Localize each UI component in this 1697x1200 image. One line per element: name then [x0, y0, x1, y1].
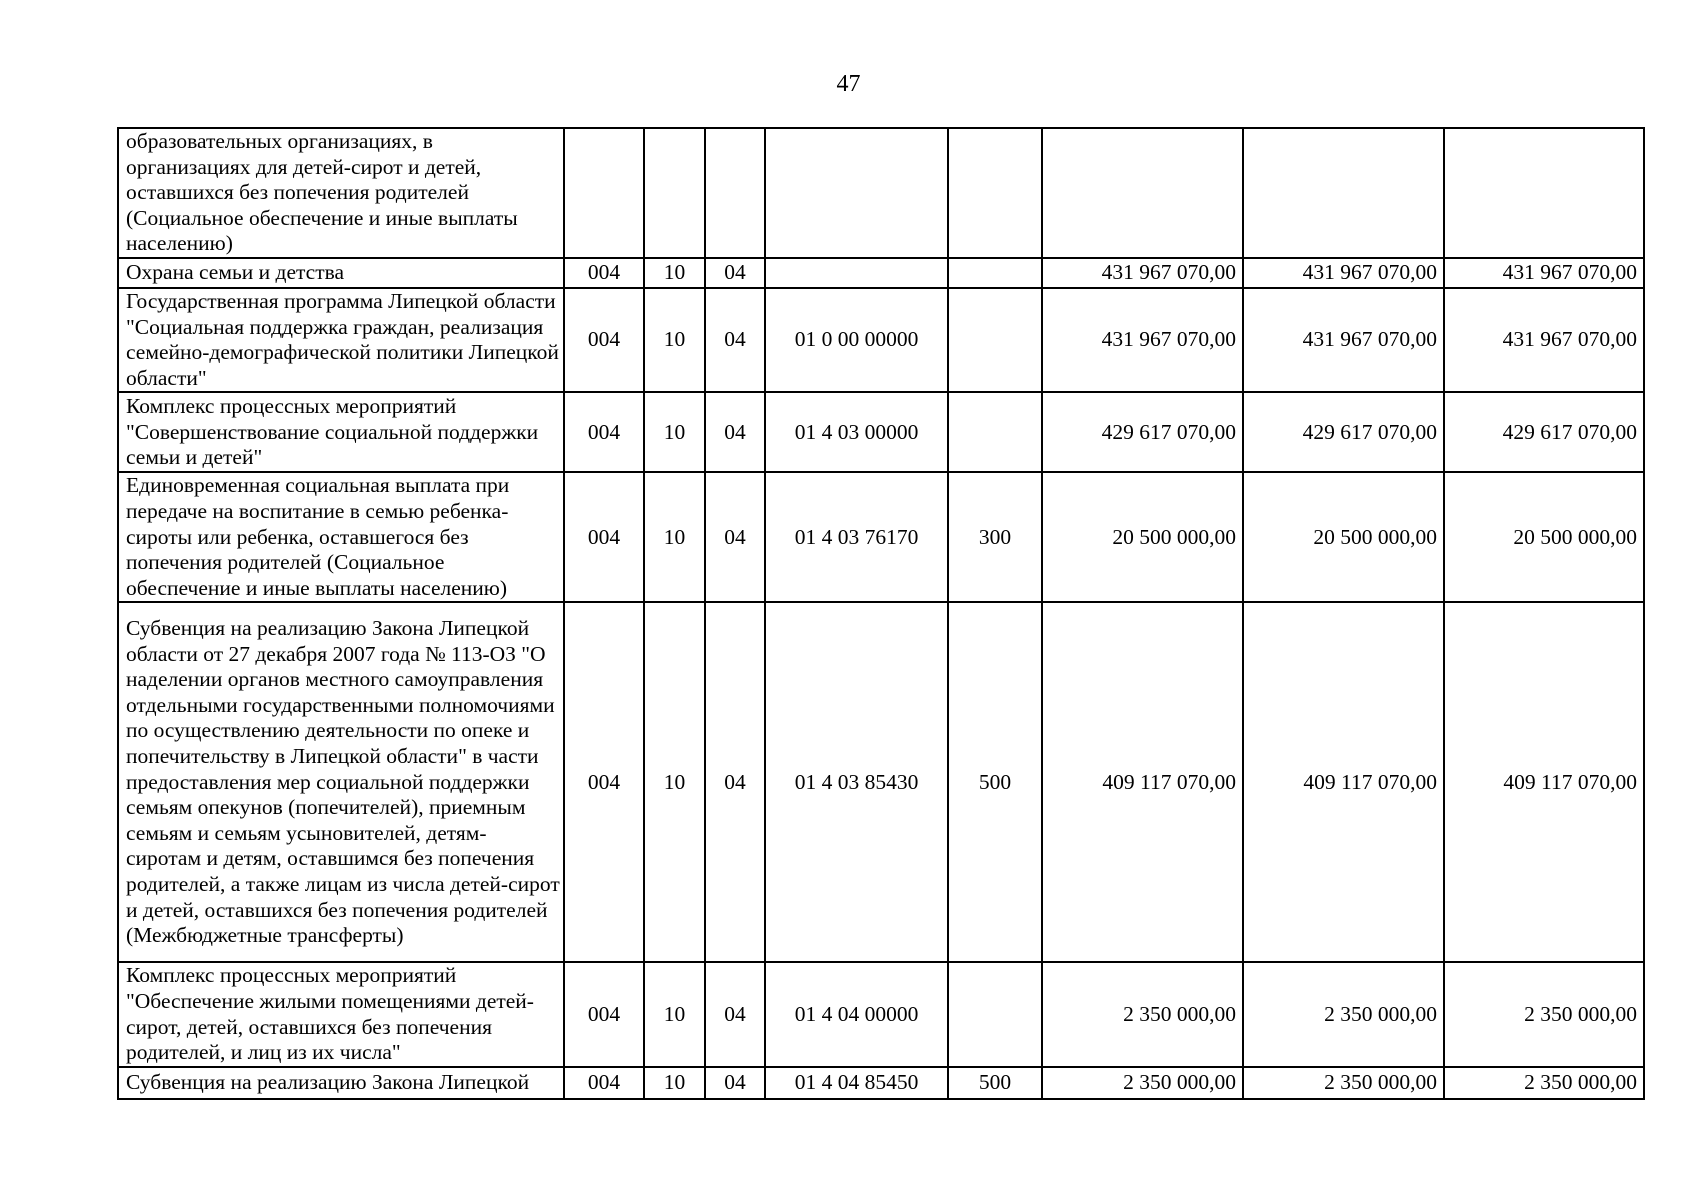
- row-name: Субвенция на реализацию Закона Липецкой: [118, 1067, 564, 1099]
- row-name: Комплекс процессных мероприятий "Совершенствование социальной поддержки семьи и детей": [118, 392, 564, 472]
- row-sum-2: 431 967 070,00: [1243, 288, 1444, 392]
- row-sum-3: 429 617 070,00: [1444, 392, 1644, 472]
- row-sum-2: 2 350 000,00: [1243, 1067, 1444, 1099]
- row-vr: 500: [948, 602, 1042, 962]
- row-sum-3: [1444, 128, 1644, 258]
- budget-table: [117, 127, 1645, 1100]
- row-csr: 01 4 03 76170: [765, 472, 948, 602]
- row-sum-3: 20 500 000,00: [1444, 472, 1644, 602]
- row-vr: [948, 258, 1042, 288]
- row-vr: [948, 288, 1042, 392]
- row-sum-1: [1042, 128, 1243, 258]
- row-ved: 004: [564, 288, 644, 392]
- row-csr: 01 4 04 85450: [765, 1067, 948, 1099]
- row-ved: 004: [564, 962, 644, 1066]
- table-row: [118, 962, 1644, 1066]
- row-rz: 10: [644, 472, 705, 602]
- row-vr: [948, 392, 1042, 472]
- row-sum-2: 2 350 000,00: [1243, 962, 1444, 1066]
- row-ved: [564, 128, 644, 258]
- row-name: Охрана семьи и детства: [118, 258, 564, 288]
- row-rz: 10: [644, 1067, 705, 1099]
- row-csr: 01 4 04 00000: [765, 962, 948, 1066]
- row-sum-2: 409 117 070,00: [1243, 602, 1444, 962]
- row-sum-3: 431 967 070,00: [1444, 288, 1644, 392]
- row-sum-1: 431 967 070,00: [1042, 258, 1243, 288]
- row-sum-3: 409 117 070,00: [1444, 602, 1644, 962]
- row-ved: 004: [564, 258, 644, 288]
- row-pr: 04: [705, 472, 765, 602]
- row-pr: 04: [705, 1067, 765, 1099]
- row-sum-1: 20 500 000,00: [1042, 472, 1243, 602]
- row-pr: 04: [705, 962, 765, 1066]
- row-csr: [765, 128, 948, 258]
- row-csr: [765, 258, 948, 288]
- table-row: [118, 602, 1644, 962]
- table-row: [118, 288, 1644, 392]
- row-sum-1: 2 350 000,00: [1042, 962, 1243, 1066]
- row-sum-2: 429 617 070,00: [1243, 392, 1444, 472]
- table-row: [118, 128, 1644, 258]
- row-sum-1: 429 617 070,00: [1042, 392, 1243, 472]
- row-sum-2: [1243, 128, 1444, 258]
- row-pr: 04: [705, 288, 765, 392]
- row-pr: 04: [705, 392, 765, 472]
- row-sum-3: 2 350 000,00: [1444, 1067, 1644, 1099]
- row-ved: 004: [564, 602, 644, 962]
- row-name: Единовременная социальная выплата при передаче на воспитание в семью ребенка-сироты или ребенка, оставшегося без попечения родителей (Социальное обеспечение и иные выплаты населению): [118, 472, 564, 602]
- row-name: Комплекс процессных мероприятий "Обеспечение жилыми помещениями детей-сирот, детей, оставшихся без попечения родителей, и лиц из их числа": [118, 962, 564, 1066]
- row-sum-2: 431 967 070,00: [1243, 258, 1444, 288]
- row-sum-3: 2 350 000,00: [1444, 962, 1644, 1066]
- row-pr: [705, 128, 765, 258]
- row-ved: 004: [564, 1067, 644, 1099]
- row-pr: 04: [705, 602, 765, 962]
- row-rz: 10: [644, 258, 705, 288]
- row-csr: 01 0 00 00000: [765, 288, 948, 392]
- row-ved: 004: [564, 472, 644, 602]
- row-vr: [948, 128, 1042, 258]
- row-vr: [948, 962, 1042, 1066]
- row-name: Государственная программа Липецкой области "Социальная поддержка граждан, реализация семейно-демографической политики Липецкой области": [118, 288, 564, 392]
- row-pr: 04: [705, 258, 765, 288]
- row-sum-2: 20 500 000,00: [1243, 472, 1444, 602]
- row-csr: 01 4 03 00000: [765, 392, 948, 472]
- row-rz: 10: [644, 602, 705, 962]
- row-rz: 10: [644, 962, 705, 1066]
- row-name: Субвенция на реализацию Закона Липецкой области от 27 декабря 2007 года № 113-ОЗ "О наделении органов местного самоуправления отдельными государственными полномочиями по осуществлению деятельности по опеке и попечительству в Липецкой области" в части предоставления мер социальной поддержки семьям опекунов (попечителей), приемным семьям и семьям усыновителей, детям-сиротам и детям, оставшимся без попечения родителей, а также лицам из числа детей-сирот и детей, оставшихся без попечения родителей (Межбюджетные трансферты): [118, 602, 564, 962]
- row-rz: [644, 128, 705, 258]
- row-csr: 01 4 03 85430: [765, 602, 948, 962]
- row-vr: 500: [948, 1067, 1042, 1099]
- row-sum-1: 409 117 070,00: [1042, 602, 1243, 962]
- row-rz: 10: [644, 392, 705, 472]
- table-row: [118, 472, 1644, 602]
- row-name: образовательных организациях, в организациях для детей-сирот и детей, оставшихся без попечения родителей (Социальное обеспечение и иные выплаты населению): [118, 128, 564, 258]
- row-sum-1: 2 350 000,00: [1042, 1067, 1243, 1099]
- row-rz: 10: [644, 288, 705, 392]
- row-sum-3: 431 967 070,00: [1444, 258, 1644, 288]
- table-row: [118, 1067, 1644, 1099]
- row-ved: 004: [564, 392, 644, 472]
- table-row: [118, 258, 1644, 288]
- row-vr: 300: [948, 472, 1042, 602]
- row-sum-1: 431 967 070,00: [1042, 288, 1243, 392]
- table-row: [118, 392, 1644, 472]
- page-number: 47: [836, 71, 861, 97]
